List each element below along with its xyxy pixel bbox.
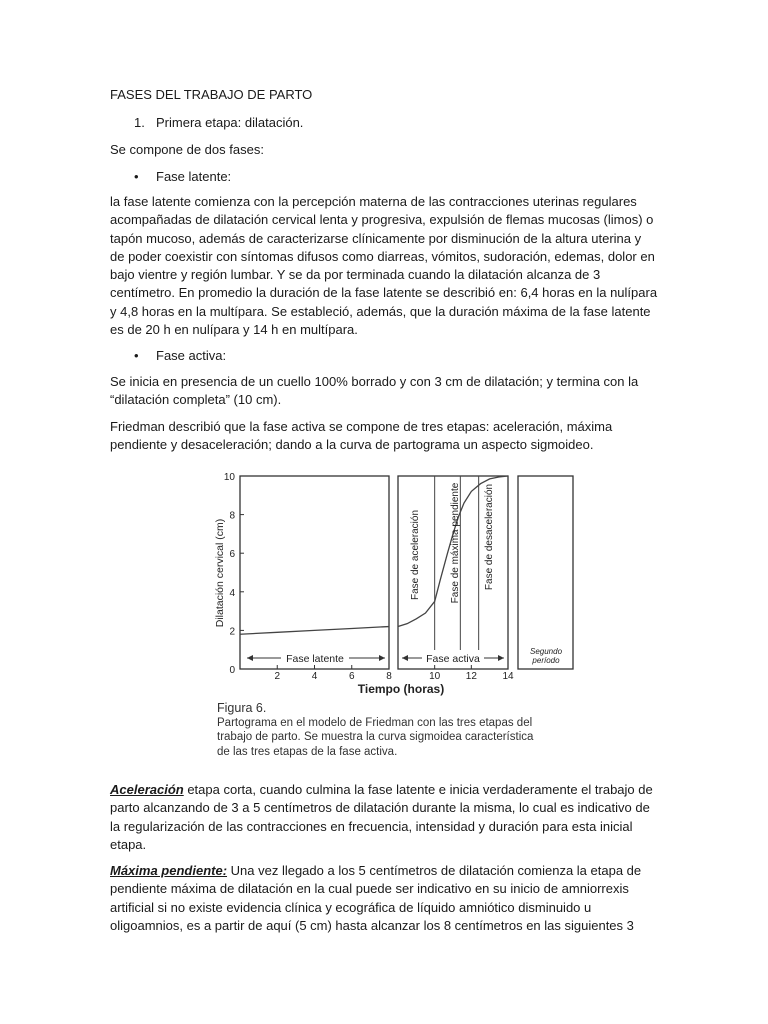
active-phase-label: Fase activa [426, 653, 480, 665]
active-paragraph [110, 373, 658, 410]
x-tick-label: 4 [311, 671, 318, 682]
paragraph-line: pendiente máxima de dilatación en la cual puede ser indicativo en su inicio de amniorrexis [110, 881, 629, 897]
paragraph-line: Friedman describió que la fase activa se compone de tres etapas: aceleración, máxima [110, 419, 613, 434]
paragraph-line: bajo vientre y región lumbar. Y se da por terminada cuando la dilatación alcanza de 3 [110, 267, 601, 283]
acceleration-label: Fase de aceleración [410, 509, 421, 601]
bullet-icon: • [134, 169, 139, 184]
paragraph-line: parto alcanzando de 3 a 5 centímetros de dilatación durante la misma, lo cual es indicativo de [110, 800, 650, 816]
figure-caption-title: Figura 6. [217, 701, 267, 715]
latent-paragraph [110, 193, 658, 339]
paragraph-line: pendiente y desaceleración; dando a la curva de partograma un aspecto sigmoideo. [110, 437, 594, 453]
paragraph-line: Se inicia en presencia de un cuello 100% borrado y con 3 cm de dilatación; y termina con la [110, 374, 639, 389]
paragraph-line: Una vez llegado a los 5 centímetros de dilatación comienza la etapa de [227, 863, 642, 878]
max-slope-term: Máxima pendiente: [110, 863, 228, 878]
paragraph-line: oligoamnios, es a partir de aquí (5 cm) hasta alcanzar los 8 centímetros en las siguientes 3 [110, 917, 634, 933]
second-period-label-1: Segundo [529, 647, 563, 656]
bullet-icon: • [134, 348, 139, 363]
y-tick-label: 8 [229, 510, 235, 522]
paragraph-line: tapón mucoso, además de caracterizarse clínicamente por disminución de la altura uterina y [110, 230, 642, 246]
paragraph-line: etapa corta, cuando culmina la fase latente e inicia verdaderamente el trabajo de [183, 782, 653, 797]
paragraph-line: y 4,8 horas en la multípara. Se estableció, además, que la duración máxima de la fase latente [110, 303, 651, 319]
figure-caption-line: de las tres etapas de la fase activa. [217, 745, 398, 758]
figure-caption [217, 701, 557, 759]
figure-caption-line: trabajo de parto. Se muestra la curva sigmoidea característica [217, 731, 534, 743]
latent-title: Fase latente: [156, 169, 232, 184]
compone-text: Se compone de dos fases: [110, 142, 264, 157]
paragraph-line: la regularización de las contracciones en frecuencia, intensidad y duración para esta inicial [110, 818, 633, 834]
x-tick-label: 12 [465, 671, 477, 682]
y-tick-label: 10 [223, 472, 235, 483]
paragraph-line: la fase latente comienza con la percepción materna de las contracciones uterinas regulares [110, 194, 637, 209]
y-ticks [224, 472, 244, 676]
stage-number: 1. [134, 115, 145, 130]
paragraph-line: centímetro. En promedio la duración de la fase latente se describió en: 6,4 horas en la nulípara [110, 285, 658, 301]
y-tick-label: 0 [229, 665, 235, 676]
x-ticks [274, 665, 514, 682]
second-period-label-2: período [532, 656, 560, 665]
paragraph-line: “dilatación completa” (10 cm). [110, 392, 282, 408]
dilatation-curve [240, 476, 508, 634]
x-tick-label: 2 [274, 671, 281, 682]
latent-phase-label: Fase latente [286, 653, 344, 665]
friedman-paragraph [110, 418, 658, 455]
paragraph-line: es de 20 h en nulípara y 14 h en multípara. [110, 322, 358, 338]
panel-latent [240, 476, 389, 669]
x-tick-label: 14 [502, 671, 514, 682]
active-title: Fase activa: [156, 348, 227, 363]
paragraph-line: de poder coexistir con síntomas difusos como diarreas, vómitos, sudoración, edemas, dolor en [110, 248, 655, 264]
paragraph-line: artificial si no existe evidencia clínica y ecográfica de líquido amniótico disminuido u [110, 899, 592, 915]
acceleration-term: Aceleración [110, 782, 184, 797]
y-tick-label: 6 [229, 549, 235, 561]
x-tick-label: 6 [348, 671, 355, 682]
acceleration-paragraph [110, 781, 658, 854]
paragraph-line: etapa. [110, 836, 147, 852]
max-slope-paragraph [110, 862, 658, 935]
partogram-figure [205, 465, 575, 697]
x-tick-label: 10 [429, 671, 441, 682]
max-slope-label: Fase de máxima pendiente [450, 482, 461, 604]
stage-title: Primera etapa: dilatación. [156, 115, 304, 130]
deceleration-label: Fase de desaceleración [484, 483, 495, 591]
figure-caption-line: Partograma en el modelo de Friedman con las tres etapas del [217, 716, 533, 729]
x-axis-label: Tiempo (horas) [357, 682, 445, 696]
x-tick-label: 8 [386, 671, 392, 682]
document-heading: FASES DEL TRABAJO DE PARTO [110, 87, 313, 102]
y-tick-label: 4 [229, 587, 235, 599]
y-axis-label: Dilatación cervical (cm) [214, 518, 226, 628]
paragraph-line: acompañadas de dilatación cervical lenta y progresiva, expulsión de flemas mucosas (limos) o [110, 212, 654, 228]
panel-second [518, 476, 573, 669]
y-tick-label: 2 [229, 626, 235, 638]
